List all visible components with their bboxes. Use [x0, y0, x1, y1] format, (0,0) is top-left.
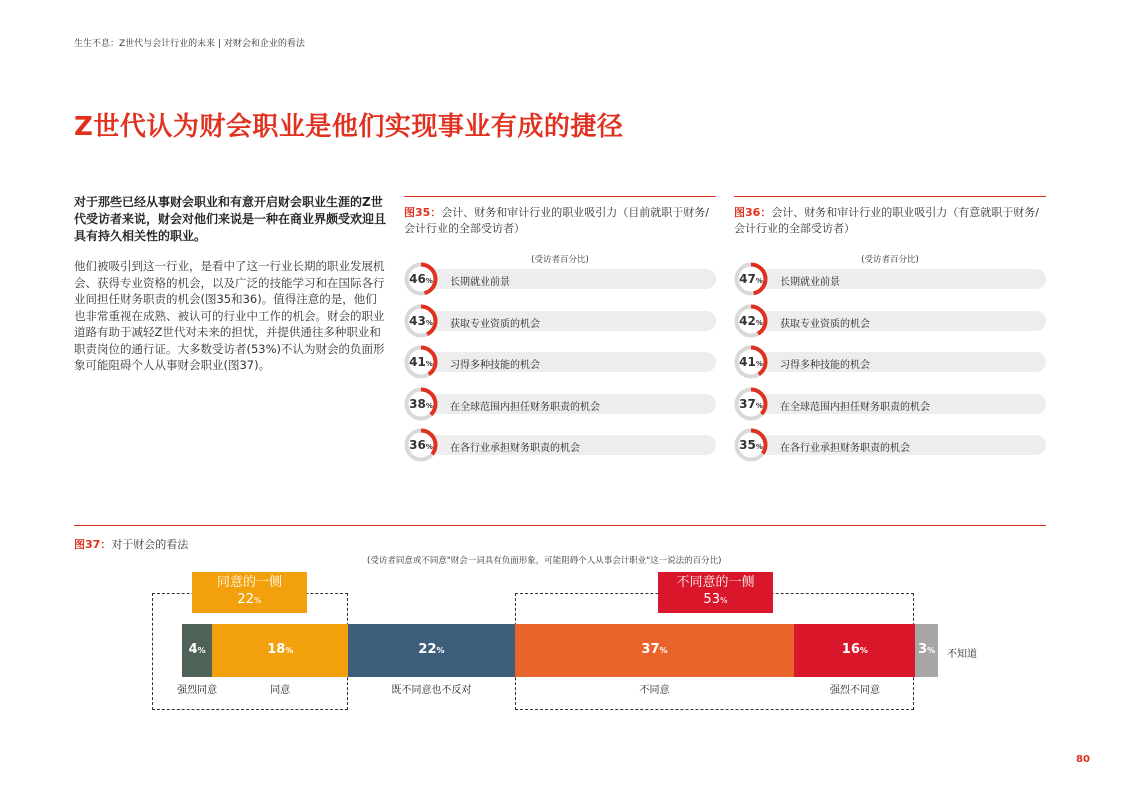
segment-6 [915, 624, 938, 677]
donut-value: 46% [409, 272, 433, 286]
fig35-row-1 [404, 262, 716, 296]
figure-37-caption [74, 536, 188, 552]
row-label: 获取专业资质的机会 [780, 318, 870, 330]
agree-group-label: 同意的一侧 [216, 575, 282, 590]
segment-label: 既不同意也不反对 [391, 685, 472, 696]
segment-label-unknown: 不知道 [947, 649, 977, 660]
agree-group-value: 22% [237, 592, 262, 607]
figure-37-subtitle: (受访者同意或不同意"财会一词具有负面形象，可能阻碍个人从事会计职业"这一说法的百分比) [367, 556, 722, 566]
fig35-row-5 [404, 428, 716, 462]
figure-36-caption [734, 205, 1046, 236]
donut-value: 47% [739, 272, 763, 286]
segment-value: 37% [641, 642, 668, 657]
row-label: 在全球范围内担任财务职责的机会 [450, 401, 600, 413]
row-label: 长期就业前景 [450, 277, 510, 288]
figure-36-number: 图36： [734, 206, 772, 219]
figure-36-subtitle: (受访者百分比) [861, 255, 919, 265]
figure-35-rule [404, 196, 716, 197]
segment-label: 不同意 [639, 685, 670, 696]
figure-35-caption [404, 205, 716, 236]
donut-value: 35% [739, 438, 763, 452]
disagree-group-label: 不同意的一侧 [676, 575, 755, 590]
row-label: 在各行业承担财务职责的机会 [780, 443, 910, 454]
row-label: 长期就业前景 [780, 277, 840, 288]
segment-value: 3% [918, 642, 936, 657]
segment-value: 16% [841, 642, 868, 657]
donut-value: 36% [409, 438, 433, 452]
segment-3 [348, 624, 514, 677]
disagree-group-tag [658, 572, 773, 613]
fig35-row-3 [404, 345, 716, 379]
figure-36-rule [734, 196, 1046, 197]
segment-label: 强烈同意 [177, 685, 218, 696]
figure-35-subtitle: (受访者百分比) [531, 255, 589, 265]
page-title: Z世代认为财会职业是他们实现事业有成的捷径 [74, 112, 624, 142]
fig36-row-5 [734, 428, 1046, 462]
row-label: 获取专业资质的机会 [450, 318, 540, 330]
segment-value: 4% [188, 642, 206, 657]
segment-1 [182, 624, 212, 677]
row-label: 习得多种技能的机会 [450, 360, 540, 371]
lead-paragraph: 对于那些已经从事财会职业和有意开启财会职业生涯的Z世代受访者来说，财会对他们来说是一种在商业界颇受欢迎且具有持久相关性的职业。 [74, 195, 387, 243]
donut-value: 41% [739, 355, 763, 369]
disagree-group-value: 53% [703, 592, 728, 607]
figure-35-title: 会计、财务和审计行业的职业吸引力（目前就职于财务/会计行业的全部受访者） [404, 206, 710, 235]
figure-37-title: 对于财会的看法 [111, 538, 189, 551]
figure-35-number: 图35： [404, 206, 442, 219]
donut-value: 38% [409, 396, 433, 411]
fig36-row-2 [734, 304, 1046, 338]
agree-group-tag [192, 572, 307, 613]
donut-value: 42% [739, 313, 763, 328]
row-label: 习得多种技能的机会 [780, 360, 870, 371]
donut-value: 37% [739, 396, 763, 411]
fig35-row-2 [404, 304, 716, 338]
fig35-row-4 [404, 387, 716, 421]
row-label: 在各行业承担财务职责的机会 [450, 443, 580, 454]
page-number: 80 [1076, 754, 1090, 765]
segment-value: 22% [418, 642, 445, 657]
fig36-row-3 [734, 345, 1046, 379]
segment-label: 强烈不同意 [829, 685, 880, 696]
segment-label: 同意 [270, 685, 291, 696]
fig36-row-4 [734, 387, 1046, 421]
figure-37-rule [74, 525, 1046, 526]
segment-value: 18% [267, 642, 294, 657]
body-paragraph: 他们被吸引到这一行业，是看中了这一行业长期的职业发展机会、获得专业资格的机会，以及广泛的技能学习和在国际各行业间担任财务职责的机会(图35和36)。值得注意的是，他们也非常重视在成熟、被认可的行业中工作的机会。财会的职业道路有助于减轻Z世代对未来的担忧，并提供通往多种职业和职责岗位的通行证。大多数受访者(53%)不认为财会的负面形象可能阻碍个人从事财会职业(图37)。 [74, 259, 385, 372]
figure-37-number: 图37： [74, 538, 112, 551]
donut-value: 41% [409, 355, 433, 369]
segment-5 [794, 624, 915, 677]
segment-4 [515, 624, 795, 677]
donut-value: 43% [409, 313, 433, 328]
fig36-row-1 [734, 262, 1046, 296]
figure-36-title: 会计、财务和审计行业的职业吸引力（有意就职于财务/会计行业的全部受访者） [734, 206, 1040, 235]
breadcrumb: 生生不息：Z世代与会计行业的未来 | 对财会和企业的看法 [74, 39, 305, 49]
row-label: 在全球范围内担任财务职责的机会 [780, 401, 930, 413]
segment-2 [212, 624, 348, 677]
